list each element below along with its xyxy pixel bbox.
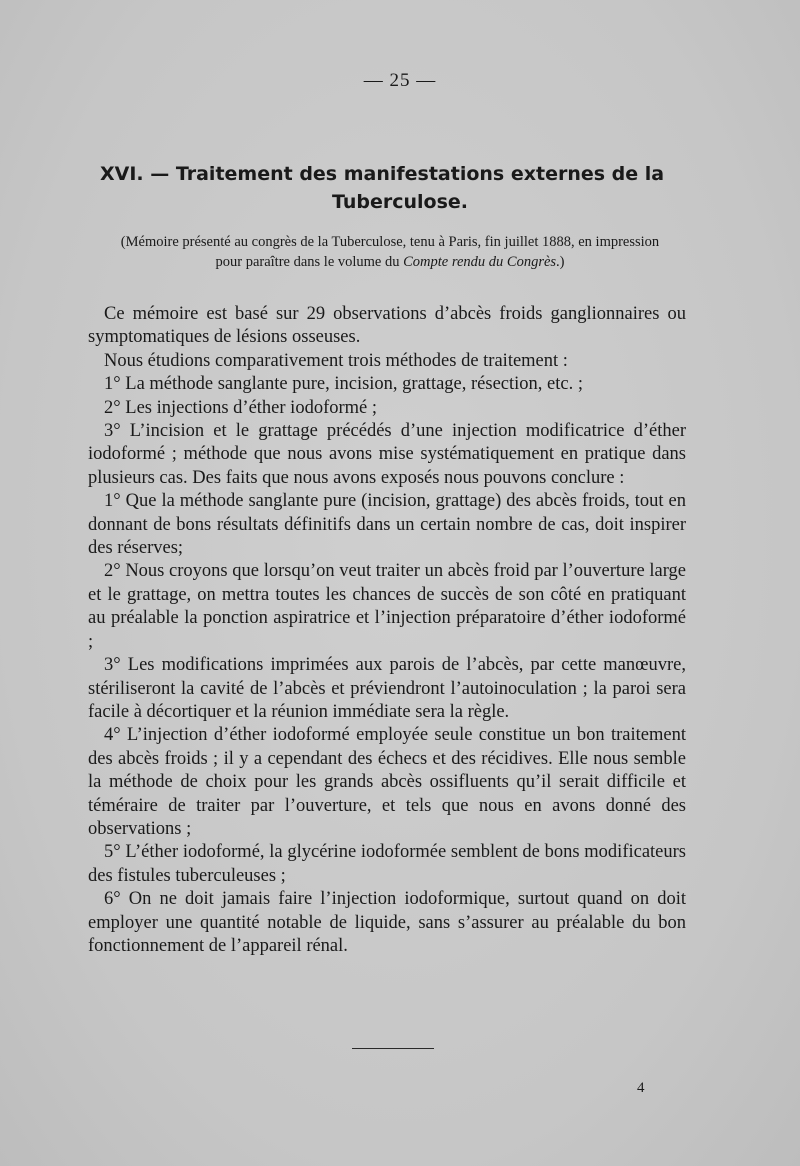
conclusion-item: 5° L’éther iodoformé, la glycérine iodoformée semblent de bons modificateurs des fistules tuberculeuses ;: [88, 842, 686, 886]
note-italic-title: Compte rendu du Congrès: [403, 254, 557, 270]
conclusion-item: 1° Que la méthode sanglante pure (incision, grattage) des abcès froids, tout en donnant de bons résultats définitifs dans un certain nombre de cas, doit inspirer des réserves;: [88, 491, 686, 559]
note-text-end: .): [556, 254, 565, 270]
signature-mark: 4: [637, 1080, 645, 1096]
publication-note: [110, 232, 670, 272]
body-text: [88, 303, 686, 958]
heading-line-1: XVI. — Traitement des manifestations externes de la: [100, 163, 665, 185]
heading-line-2: Tuberculose.: [331, 191, 469, 213]
paragraph: Ce mémoire est basé sur 29 observations d’abcès froids ganglionnaires ou symptomatiques de lésions osseuses.: [88, 304, 686, 348]
section-heading: [100, 160, 700, 216]
note-text-start: (Mémoire présenté au congrès de la Tuberculose, tenu à Paris, fin juillet 1888, en impression pour paraître dans le volume du: [120, 234, 660, 270]
list-item: 2° Les injections d’éther iodoformé ;: [104, 397, 378, 418]
page-number: — 25 —: [363, 70, 437, 91]
conclusion-item: 6° On ne doit jamais faire l’injection iodoformique, surtout quand on doit employer une quantité notable de liquide, sans s’assurer au préalable du bon fonctionnement de l’appareil rénal.: [88, 889, 686, 956]
paragraph: Nous étudions comparativement trois méthodes de traitement :: [104, 350, 568, 371]
conclusion-item: 2° Nous croyons que lorsqu’on veut traiter un abcès froid par l’ouverture large et le grattage, on mettra toutes les chances de succès de son côté en pratiquant au préalable la ponction aspiratrice et l’injection préparatoire d’éther iodoformé ;: [88, 561, 686, 652]
list-item: 1° La méthode sanglante pure, incision, grattage, résection, etc. ;: [104, 374, 583, 395]
conclusion-item: 3° Les modifications imprimées aux parois de l’abcès, par cette manœuvre, stériliseront la cavité de l’abcès et préviendront l’autoinoculation ; la paroi sera facile à décortiquer et la réunion immédiate sera la règle.: [88, 655, 686, 722]
conclusion-item: 4° L’injection d’éther iodoformé employée seule constitue un bon traitement des abcès froids ; il y a cependant des échecs et des récidives. Elle nous semble la méthode de choix pour les grands abcès ossifluents qu’il serait difficile et téméraire de traiter par l’ouverture, et tels que nous en avons donné des observations ;: [88, 725, 686, 839]
divider-rule: [352, 1048, 434, 1049]
list-item: 3° L’incision et le grattage précédés d’une injection modificatrice d’éther iodoformé ; méthode que nous avons mise systématiquement en pratique dans plusieurs cas. Des faits que nous avons exposés nous pouvons conclure :: [88, 421, 686, 488]
